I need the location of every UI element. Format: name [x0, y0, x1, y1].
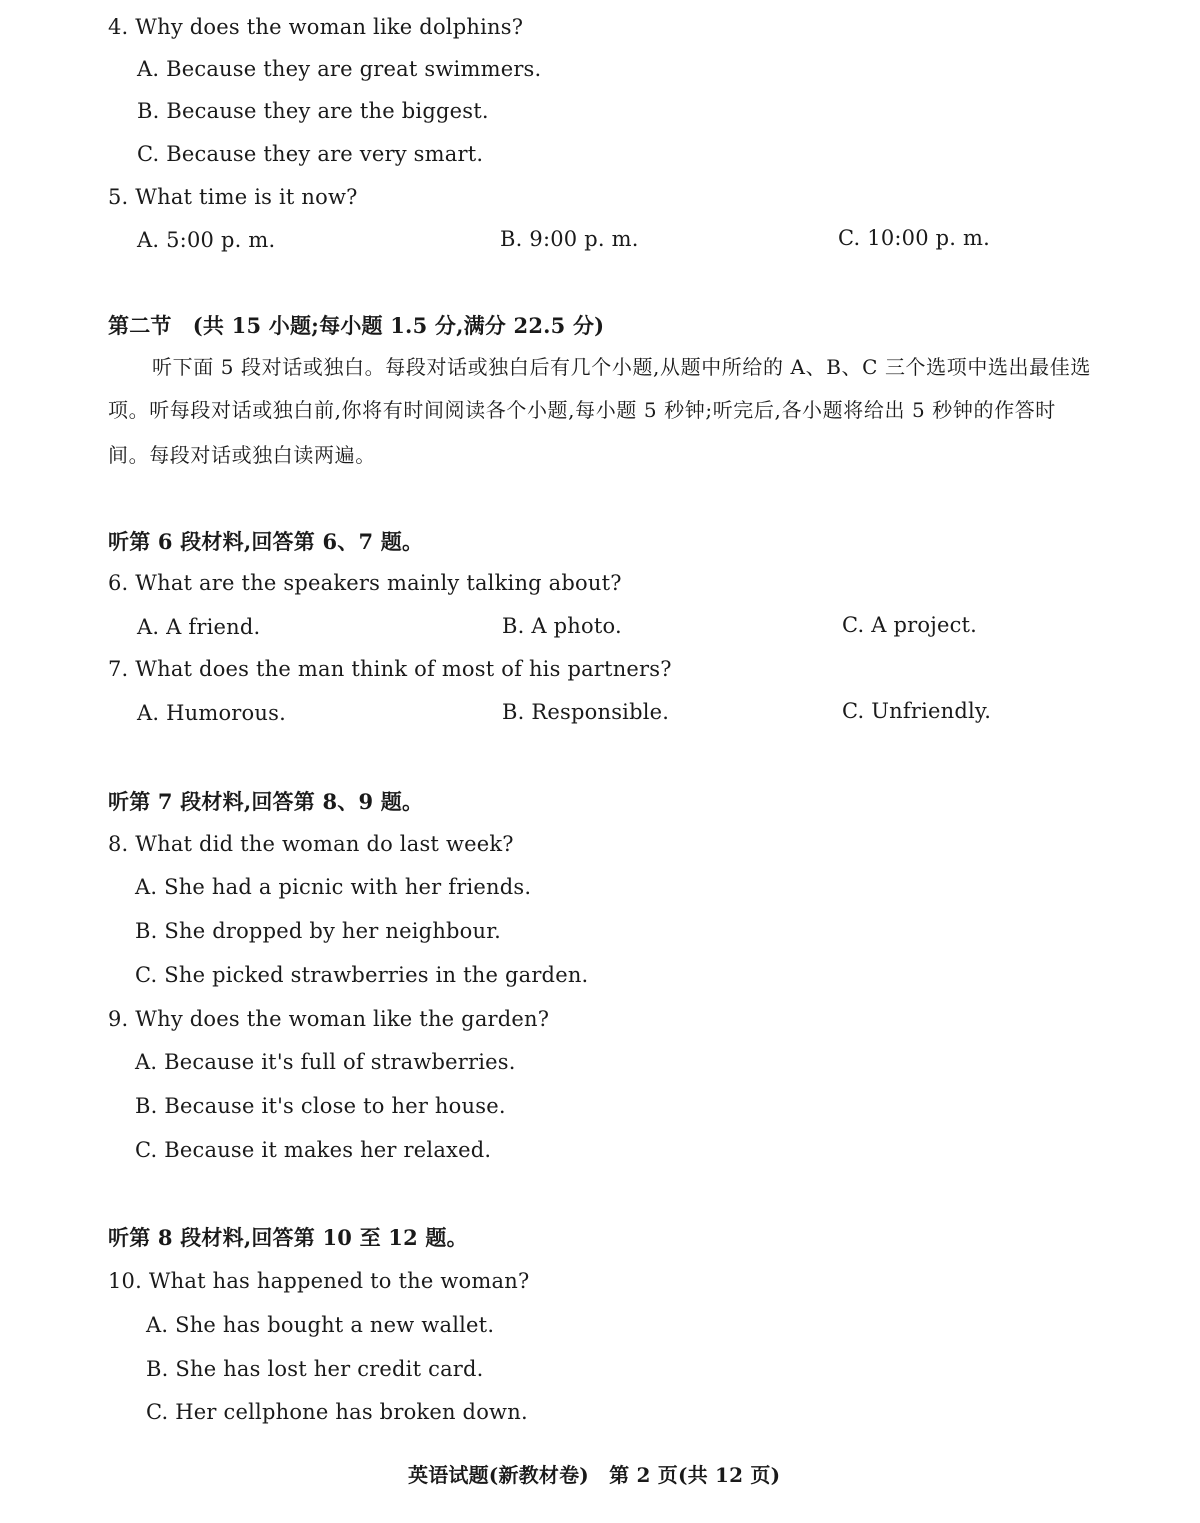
question-6-option-c: C. A project. — [842, 613, 978, 637]
question-5-option-b: B. 9:00 p. m. — [500, 227, 639, 251]
question-10-option-a: A. She has bought a new wallet. — [146, 1313, 495, 1337]
question-10-option-b: B. She has lost her credit card. — [146, 1357, 484, 1381]
question-7-option-c: C. Unfriendly. — [842, 699, 992, 723]
question-7-option-b: B. Responsible. — [502, 700, 670, 724]
question-5-stem: 5. What time is it now? — [108, 185, 358, 209]
question-9-option-c: C. Because it makes her relaxed. — [135, 1138, 492, 1162]
question-4-option-b: B. Because they are the biggest. — [137, 99, 489, 123]
question-10-option-c: C. Her cellphone has broken down. — [146, 1400, 528, 1424]
question-7-stem: 7. What does the man think of most of his partners? — [108, 657, 672, 681]
question-4-stem: 4. Why does the woman like dolphins? — [108, 15, 524, 39]
section-2-instruction-line-2: 项。听每段对话或独白前,你将有时间阅读各个小题,每小题 5 秒钟;听完后,各小题将给出 5 秒钟的作答时 — [108, 398, 1056, 422]
question-10-stem: 10. What has happened to the woman? — [108, 1269, 530, 1293]
section-2-instruction-line-3: 间。每段对话或独白读两遍。 — [108, 443, 376, 467]
question-8-option-c: C. She picked strawberries in the garden. — [135, 963, 589, 987]
question-6-stem: 6. What are the speakers mainly talking about? — [108, 571, 622, 595]
material-6-heading: 听第 6 段材料,回答第 6、7 题。 — [108, 529, 424, 554]
page-footer: 英语试题(新教材卷) 第 2 页(共 12 页) — [408, 1463, 781, 1487]
question-9-option-a: A. Because it's full of strawberries. — [135, 1050, 516, 1074]
section-2-instruction-line-1: 听下面 5 段对话或独白。每段对话或独白后有几个小题,从题中所给的 A、B、C 三个选项中选出最佳选 — [152, 355, 1091, 379]
question-8-stem: 8. What did the woman do last week? — [108, 832, 514, 856]
question-6-option-b: B. A photo. — [502, 614, 622, 638]
question-6-option-a: A. A friend. — [137, 615, 261, 639]
question-5-option-c: C. 10:00 p. m. — [838, 226, 991, 250]
question-9-stem: 9. Why does the woman like the garden? — [108, 1007, 550, 1031]
material-7-heading: 听第 7 段材料,回答第 8、9 题。 — [108, 789, 424, 814]
question-5-option-a: A. 5:00 p. m. — [137, 228, 276, 252]
question-8-option-b: B. She dropped by her neighbour. — [135, 919, 502, 943]
material-8-heading: 听第 8 段材料,回答第 10 至 12 题。 — [108, 1225, 468, 1250]
question-4-option-c: C. Because they are very smart. — [137, 142, 484, 166]
question-7-option-a: A. Humorous. — [137, 701, 286, 725]
question-8-option-a: A. She had a picnic with her friends. — [135, 875, 532, 899]
question-4-option-a: A. Because they are great swimmers. — [137, 57, 542, 81]
question-9-option-b: B. Because it's close to her house. — [135, 1094, 506, 1118]
section-2-heading: 第二节 (共 15 小题;每小题 1.5 分,满分 22.5 分) — [108, 313, 605, 338]
